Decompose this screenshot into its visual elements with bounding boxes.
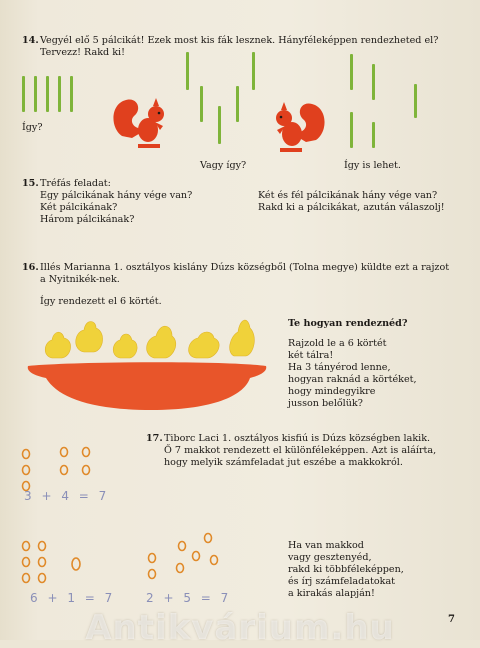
ex17-task-3: rakd ki többféleképpen, <box>288 564 404 575</box>
ex15-number: 15. <box>22 178 39 189</box>
ex17-task-4: és írj számfeladatokat <box>288 576 396 587</box>
ex15-left-1: Egy pálcikának hány vége van? <box>40 190 193 201</box>
stick <box>200 86 203 122</box>
ex17-eq1: 3 + 4 = 7 <box>24 489 110 503</box>
ex14-line2: Tervezz! Rakd ki! <box>40 47 125 58</box>
ex17-eq2: 6 + 1 = 7 <box>30 591 116 605</box>
ex16-task-6: jusson belőlük? <box>288 398 363 409</box>
ex17-task-1: Ha van makkod <box>288 540 364 551</box>
ex16-line1: Illés Marianna 1. osztályos kislány Dúzs községből (Tolna megye) küldte ezt a rajzot <box>40 262 450 273</box>
acorns-drawing-3 <box>144 528 228 584</box>
ex16-task-4: hogyan raknád a körtéket, <box>288 374 417 385</box>
ex14-label-a: Így? <box>22 122 43 133</box>
ex17-eq3: 2 + 5 = 7 <box>146 591 232 605</box>
squirrel-icon <box>108 92 170 150</box>
ex14-label-b: Vagy így? <box>200 160 247 171</box>
stick <box>186 52 189 90</box>
stick <box>46 76 49 112</box>
stick <box>218 106 221 144</box>
ex16-task-3: Ha 3 tányérod lenne, <box>288 362 391 373</box>
stick <box>22 76 25 112</box>
stick <box>34 76 37 112</box>
ex16-line2: a Nyitnikék-nek. <box>40 274 120 285</box>
watermark: Antikvárium.hu <box>85 608 395 648</box>
ex15-title: Tréfás feladat: <box>40 178 111 189</box>
squirrel-icon <box>272 96 330 154</box>
stick <box>372 64 375 100</box>
ex17-line2: Ő 7 makkot rendezett el különféleképpen. Azt is aláírta, <box>164 445 437 456</box>
stick <box>372 122 375 148</box>
stick <box>70 76 73 112</box>
stick <box>58 76 61 112</box>
ex17-line1: Tiborc Laci 1. osztályos kisfiú is Dúzs községben lakik. <box>164 433 431 444</box>
ex17-line3: hogy melyik számfeladat jut eszébe a makkokról. <box>164 457 403 468</box>
stick <box>252 52 255 90</box>
ex14-label-c: Így is lehet. <box>344 160 401 171</box>
ex15-left-2: Két pálcikának? <box>40 202 118 213</box>
ex14-line1: Vegyél elő 5 pálcikát! Ezek most kis fák lesznek. Hányféleképpen rendezheted el? <box>40 35 439 46</box>
stick <box>350 54 353 90</box>
ex17-task-5: a kirakás alapján! <box>288 588 375 599</box>
ex16-task-2: két tálra! <box>288 350 334 361</box>
page-number: 7 <box>448 614 455 625</box>
ex16-number: 16. <box>22 262 39 273</box>
ex16-question: Te hogyan rendeznéd? <box>288 318 408 329</box>
stick <box>350 112 353 148</box>
ex14-number: 14. <box>22 35 39 46</box>
ex17-number: 17. <box>146 433 163 444</box>
stick <box>414 84 417 118</box>
ex15-right-1: Két és fél pálcikának hány vége van? <box>258 190 438 201</box>
pear-bowl-drawing <box>22 312 272 416</box>
ex15-left-3: Három pálcikának? <box>40 214 135 225</box>
ex15-right-2: Rakd ki a pálcikákat, azután válaszolj! <box>258 202 445 213</box>
ex16-task-1: Rajzold le a 6 körtét <box>288 338 387 349</box>
ex17-task-2: vagy gesztenyéd, <box>288 552 372 563</box>
ex16-line3: Így rendezett el 6 körtét. <box>40 296 162 307</box>
acorns-drawing-2 <box>20 538 90 586</box>
ex16-task-5: hogy mindegyikre <box>288 386 376 397</box>
stick <box>236 86 239 122</box>
